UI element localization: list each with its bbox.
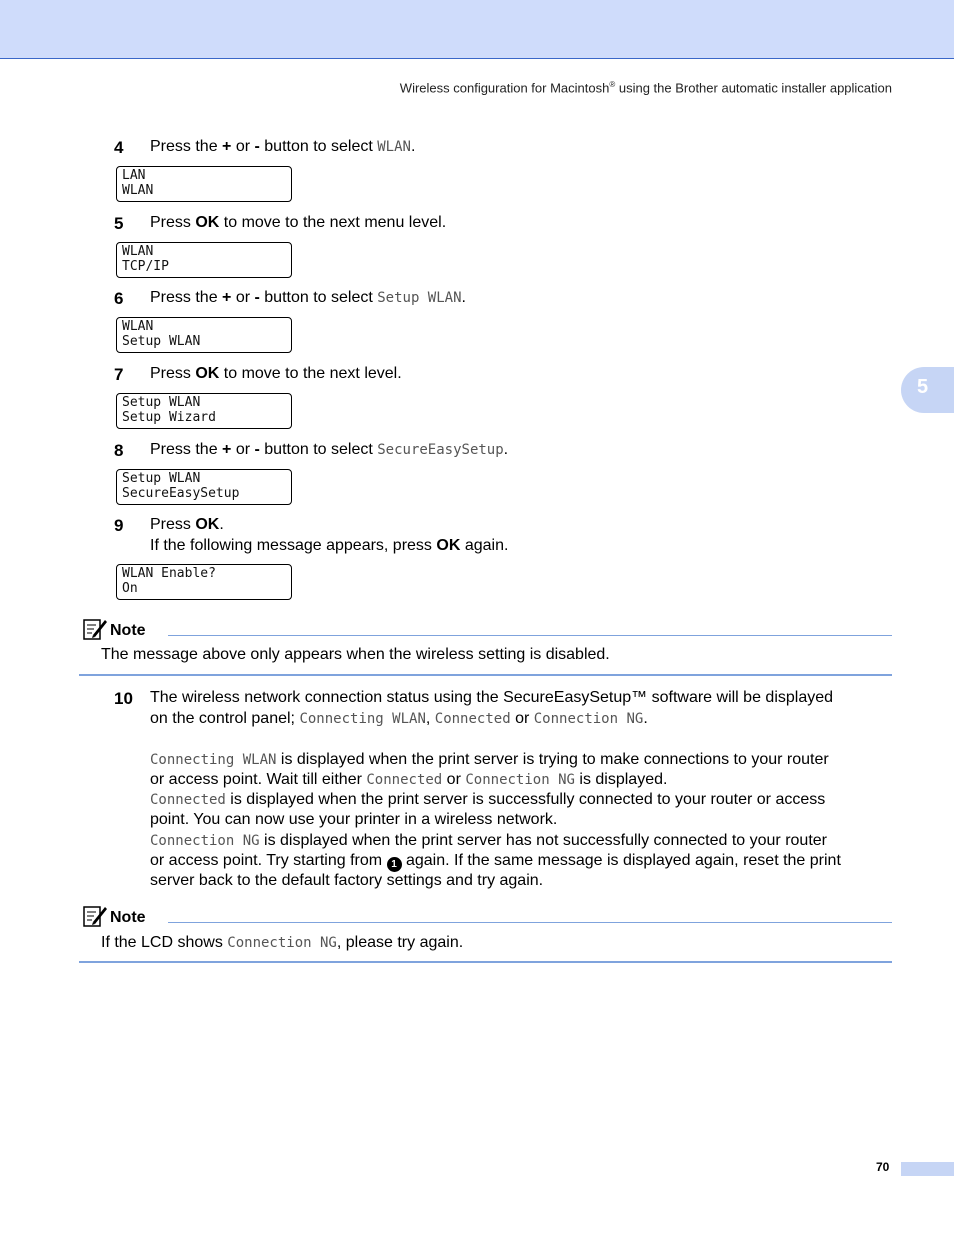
note-pencil-icon (82, 903, 108, 929)
page-number: 70 (876, 1160, 890, 1174)
note-text: The message above only appears when the wireless setting is disabled. (101, 646, 610, 663)
step-10-line2: on the control panel; Connecting WLAN, Connected or Connection NG. (150, 710, 648, 727)
page-number-bar (901, 1162, 954, 1176)
lcd-display: LAN WLAN (116, 166, 292, 202)
lcd-display: Setup WLAN Setup Wizard (116, 393, 292, 429)
step-9-message: If the following message appears, press OK again. (150, 537, 509, 554)
status-connected-desc: Connected is displayed when the print server is successfully connected to your router or access (150, 791, 826, 808)
top-band (0, 0, 954, 59)
lcd-display: WLAN Setup WLAN (116, 317, 292, 353)
note-divider (168, 635, 892, 636)
chapter-tab: 5 (901, 367, 954, 413)
status-ng-desc-3: server back to the default factory settings and try again. (150, 872, 544, 889)
note-pencil-icon (82, 616, 108, 642)
step-reference-badge: 1 (387, 857, 402, 872)
note-title: Note (110, 622, 146, 639)
status-connected-desc-2: point. You can now use your printer in a wireless network. (150, 811, 558, 828)
running-header: Wireless configuration for Macintosh® using the Brother automatic installer application (399, 80, 892, 96)
note-divider (168, 922, 892, 923)
status-ng-desc-2: or access point. Try starting from 1 again. If the same message is displayed again, reset the print (150, 852, 841, 870)
status-connecting-desc: Connecting WLAN is displayed when the print server is trying to make connections to your router (150, 751, 829, 768)
note-end-rule (79, 674, 892, 676)
lcd-display: WLAN Enable? On (116, 564, 292, 600)
note-end-rule (79, 961, 892, 963)
note-text: If the LCD shows Connection NG, please try again. (101, 934, 464, 951)
lcd-display: WLAN TCP/IP (116, 242, 292, 278)
status-connecting-desc-2: or access point. Wait till either Connected or Connection NG is displayed. (150, 771, 668, 788)
status-ng-desc: Connection NG is displayed when the print server has not successfully connected to your router (150, 832, 827, 849)
lcd-display: Setup WLAN SecureEasySetup (116, 469, 292, 505)
note-title: Note (110, 909, 146, 926)
